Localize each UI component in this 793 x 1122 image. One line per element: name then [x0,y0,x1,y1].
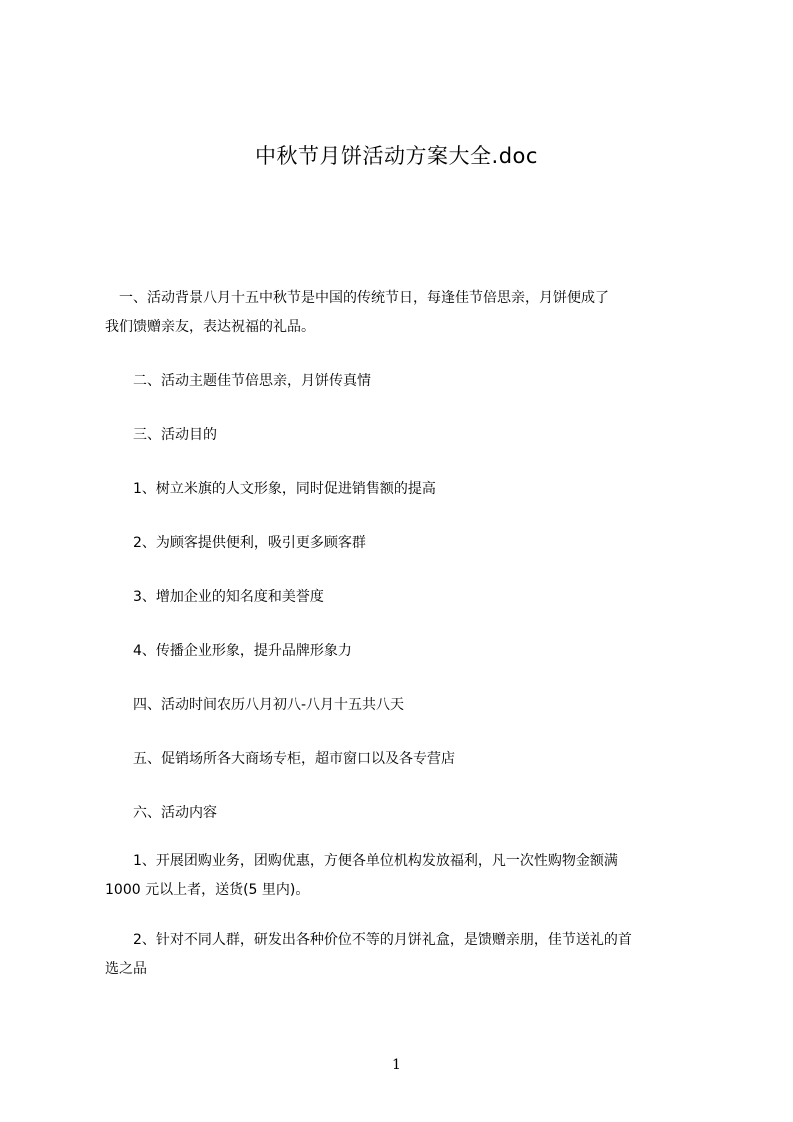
paragraph-venue [105,745,693,774]
paragraph-line: 2、为顾客提供便利，吸引更多顾客群 [105,535,366,551]
paragraph-purpose-4 [105,637,693,666]
paragraph-line: 1、树立米旗的人文形象，同时促进销售额的提高 [105,481,436,497]
paragraph-line: 4、传播企业形象，提升品牌形象力 [105,643,352,659]
paragraph-purpose-3 [105,583,693,612]
paragraph-line: 二、活动主题佳节倍思亲，月饼传真情 [105,373,371,389]
paragraph-line: 四、活动时间农历八月初八-八月十五共八天 [105,697,405,713]
paragraph-line: 一、活动背景八月十五中秋节是中国的传统节日，每逢佳节倍思亲，月饼便成了 [105,290,609,306]
paragraph-purpose-heading [105,421,693,450]
page-number: 1 [392,1057,401,1073]
paragraph-purpose-2 [105,529,693,558]
paragraph-line: 选之品 [105,961,147,977]
paragraph-purpose-1 [105,475,693,504]
paragraph-line: 六、活动内容 [105,805,217,821]
paragraph-line: 3、增加企业的知名度和美誉度 [105,589,324,605]
paragraph-line: 五、促销场所各大商场专柜，超市窗口以及各专营店 [105,751,455,767]
paragraph-line: 1000 元以上者，送货(5 里内)。 [105,882,310,898]
paragraph-content-2 [105,926,693,984]
paragraph-content-heading [105,799,693,828]
paragraph-line: 1、开展团购业务，团购优惠，方便各单位机构发放福利，凡一次性购物金额满 [105,853,618,869]
document-title: 中秋节月饼活动方案大全.doc [255,144,538,168]
paragraph-content-1 [105,847,693,905]
paragraph-background [105,284,693,342]
paragraph-line: 我们馈赠亲友，表达祝福的礼品。 [105,319,315,335]
paragraph-time [105,691,693,720]
paragraph-theme [105,367,693,396]
paragraph-line: 三、活动目的 [105,427,217,443]
paragraph-line: 2、针对不同人群，研发出各种价位不等的月饼礼盒，是馈赠亲朋，佳节送礼的首 [105,932,632,948]
